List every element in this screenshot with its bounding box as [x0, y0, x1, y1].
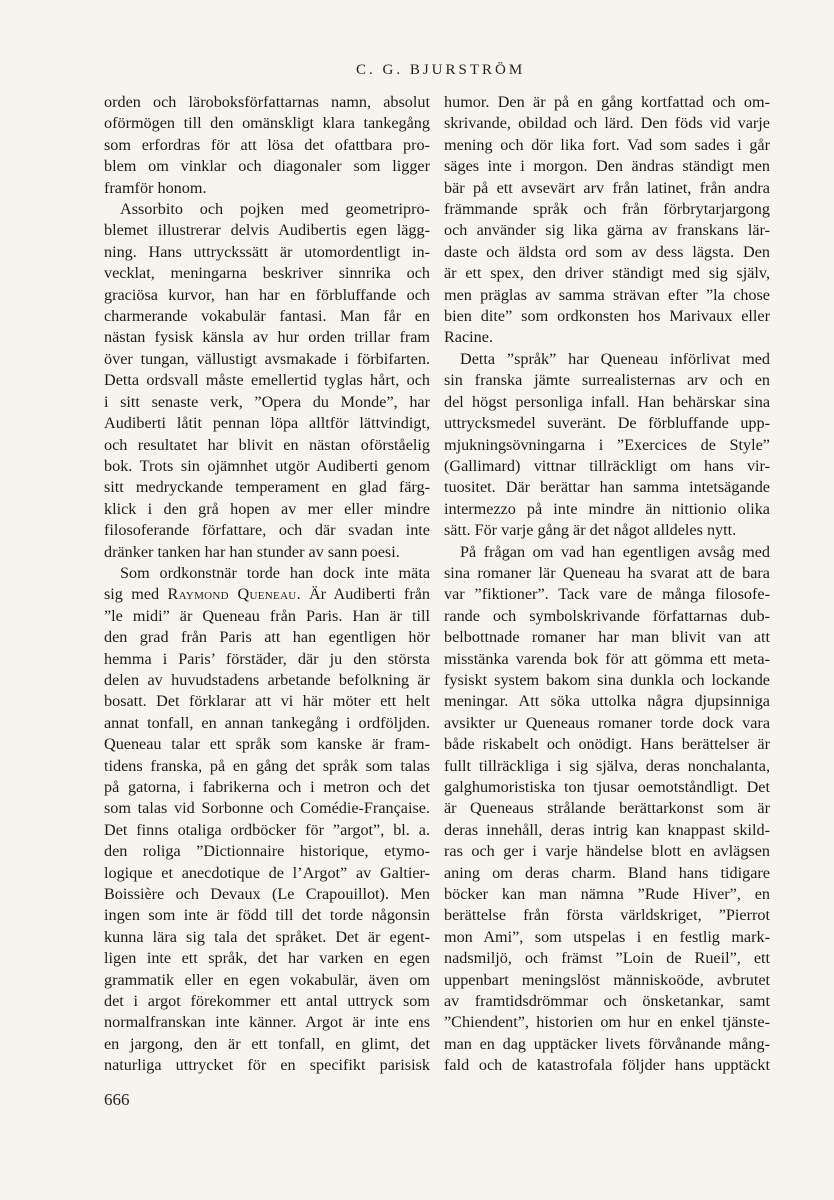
text-line: tuositet. Där berättar han samma intetsägande [444, 478, 770, 497]
text-line: Assorbito och pojken med geometripro- [120, 200, 430, 219]
text-line: ”Chiendent”, historien om hur en enkel tjänste- [444, 1013, 770, 1032]
text-line: orden och läroboksförfattarnas namn, absolut [104, 93, 430, 111]
text-line: böcker kan man nämna ”Rude Hiver”, en [444, 885, 770, 904]
text-line: den roliga ”Dictionnaire historique, etymo- [104, 842, 430, 861]
text-line: säges inte i morgon. Den ändras ständigt men [444, 157, 770, 176]
text-line: sina romaner lär Queneau ha svarat att de bara [444, 563, 770, 582]
text-line: Audiberti låtit pennan löpa alltför lättvindigt, [104, 414, 430, 433]
text-line: humor. Den är på en gång kortfattad och om- [444, 93, 770, 111]
text-line: intermezzo på inte mindre än nittionio olika [444, 499, 770, 518]
text-line: både riskabelt och onödigt. Hans berättelser är [444, 735, 770, 754]
left-text-column [104, 92, 430, 1077]
text-line: sig med Raymond Queneau. Är Audiberti från [104, 585, 430, 604]
text-line: bosatt. Det förklarar att vi här möter ett helt [104, 692, 430, 711]
text-line: och använder sig lika gärna av franskans lär- [444, 221, 770, 240]
text-line: Queneau talar ett språk som kanske är fram- [104, 735, 430, 754]
text-line: dränker tanken har han stunder av sann poesi. [104, 542, 400, 561]
text-line: sin franska jämte surrealisternas arv och en [444, 371, 770, 390]
text-line: ”le midi” är Queneau från Paris. Han är till [104, 606, 430, 625]
text-line: hemma i Paris’ förstäder, där ju den största [104, 649, 430, 668]
text-line: delen av huvudstadens arbetande befolkning är [104, 670, 430, 689]
text-line: galghumoristiska ton tjusar oemotståndligt. Det [444, 778, 770, 796]
author-name-smallcaps: Raymond Queneau [167, 585, 297, 604]
text-line: och resultatet har blivit en nästan oförståelig [104, 435, 430, 454]
text-line: fullt tillräckliga i sig själva, deras nonchalanta, [444, 756, 770, 775]
text-line: skrivande, obildad och lärd. Den föds vid varje [444, 114, 770, 133]
text-line: rande och symbolskrivande författarnas dub- [444, 606, 770, 625]
text-line: en jargong, den är ett tonfall, en glimt, det [104, 1034, 430, 1053]
text-line: belbottnade romaner har man blivit van att [444, 628, 770, 647]
text-line: del högst personliga infall. Han behärskar sina [444, 392, 770, 411]
text-line: Som ordkonstnär torde han dock inte mäta [120, 563, 430, 582]
text-line: den grad från Paris att han egentligen hör [104, 628, 430, 647]
text-line: främmande språk och från förbrytarjargong [444, 200, 770, 219]
text-line: var ”fiktioner”. Tack vare de många filosofe- [444, 585, 770, 604]
text-line: grammatik eller en egen vokabulär, även om [104, 970, 430, 989]
text-line: mjukningsövningarna i ”Exercices de Style” [444, 435, 770, 454]
text-line: som talas vid Sorbonne och Comédie-Française. [104, 799, 430, 818]
text-line: (Gallimard) vittnar tillräckligt om hans vir- [444, 456, 770, 475]
text-line: daste och äldsta ord som av dess lägsta. Den [444, 242, 770, 261]
text-line: oförmögen till den omänskligt klara tankegång [104, 114, 430, 133]
text-line: kunna lära sig tala det språket. Det är egent- [104, 927, 430, 946]
text-line: tidens franska, på en gång det språk som talas [104, 756, 430, 775]
text-line: Racine. [444, 328, 493, 347]
text-line: i sitt senaste verk, ”Opera du Monde”, har [104, 392, 430, 411]
text-line: mening och dör lika fort. Vad som sades i går [444, 135, 770, 154]
text-line: men präglas av samma strävan efter ”la chose [444, 285, 770, 304]
text-line: charmerande vokabulär fantasi. Man får en [104, 307, 430, 326]
text-line: av framtidsdrömmar och önsketankar, samt [444, 992, 770, 1011]
text-line: logique et anecdotique de l’Argot” av Galtier- [104, 863, 430, 882]
text-line: blemet illustrerar delvis Audibertis egen lägg- [104, 221, 430, 240]
text-line: annat tonfall, en annan tankegång i ordföljden. [104, 713, 430, 732]
text-line: ingen som inte är född till det torde någonsin [104, 906, 430, 925]
right-text-column [444, 92, 770, 1077]
text-line: nästan fysisk känsla av hur orden trillar fram [104, 328, 430, 347]
text-line: blem om vinklar och diagonaler som ligger [104, 157, 430, 176]
text-line: Det finns otaliga ordböcker för ”argot”, bl. a. [104, 820, 430, 839]
text-line: nadsmiljö, och främst ”Loin de Rueil”, ett [444, 949, 770, 968]
text-line: klick i den grå hopen av mer eller mindre [104, 499, 430, 518]
text-line: aning om deras charm. Bland hans tidigare [444, 863, 770, 882]
text-line: fysiskt system bakom sina dunkla och lockande [444, 670, 770, 689]
text-line: berättelse från första världskriget, ”Pierrot [444, 906, 770, 925]
text-line: är Queneaus strålande berättarkonst som är [444, 799, 770, 818]
text-line: misstänka varenda bok för att gömma ett meta- [444, 649, 770, 668]
text-line: man en dag upptäcker livets förvånande mång- [444, 1034, 770, 1053]
text-line: Detta ordsvall måste emellertid tyglas hårt, och [104, 371, 430, 390]
text-line: bär på ett avsevärt arv från latinet, från andra [444, 178, 770, 197]
text-line: Boissière och Devaux (Le Crapouillot). Men [104, 885, 430, 904]
text-line: sitt medryckande temperament en glad färg- [104, 478, 430, 497]
text-line: bok. Trots sin ojämnhet utgör Audiberti genom [104, 456, 430, 475]
text-line: normalfranskan inte känner. Argot är inte ens [104, 1013, 430, 1032]
text-line: uttrycksmedel suveränt. De förbluffande upp- [444, 414, 770, 433]
text-line: deras innehåll, deras intrig kan knappast skild- [444, 820, 770, 839]
running-title: C. G. BJURSTRÖM [356, 62, 526, 78]
text-line: vecklat, meningarna beskriver sinnrika och [104, 264, 430, 283]
text-line: På frågan om vad han egentligen avsåg med [460, 542, 770, 561]
text-line: naturliga uttrycket för en specifikt parisisk [104, 1056, 430, 1075]
text-line: det i argot förekommer ett antal uttryck som [104, 992, 430, 1011]
text-line: på gatorna, i fabrikerna och i metron och det [104, 778, 430, 796]
text-line: ligen inte ett språk, det har varken en egen [104, 949, 430, 968]
text-line: graciösa kurvor, han har en förbluffande och [104, 285, 430, 304]
text-line: fald och de katastrofala följder hans upptäckt [444, 1056, 770, 1075]
text-line: över tungan, vällustigt avsmakade i förbifarten. [104, 349, 430, 368]
text-line: bien dite” som ordkonsten hos Marivaux eller [444, 307, 770, 326]
text-line: Detta ”språk” har Queneau införlivat med [460, 349, 770, 368]
text-line: ras och ger i varje händelse blott en avlägsen [444, 842, 770, 861]
page-number: 666 [104, 1090, 130, 1109]
text-line: mon Ami”, som utspelas i en festlig mark- [444, 927, 770, 946]
text-line: framför honom. [104, 178, 207, 197]
text-line: filosoferande författare, och där svadan inte [104, 521, 430, 540]
text-line: avsikter ur Queneaus romaner torde dock vara [444, 713, 770, 732]
text-line: ning. Hans uttryckssätt är utomordentligt in- [104, 242, 430, 261]
text-line: meningar. Att söka uttolka några djupsinniga [444, 692, 770, 711]
text-line: är ett spex, den driver ständigt med sig själv, [444, 264, 770, 283]
text-line: sätt. För varje gång är det något alldeles nytt. [444, 521, 737, 540]
text-line: som erfordras för att lösa det ofattbara pro- [104, 135, 430, 154]
text-line: uppenbart meningslöst människoöde, avbrutet [444, 970, 770, 989]
